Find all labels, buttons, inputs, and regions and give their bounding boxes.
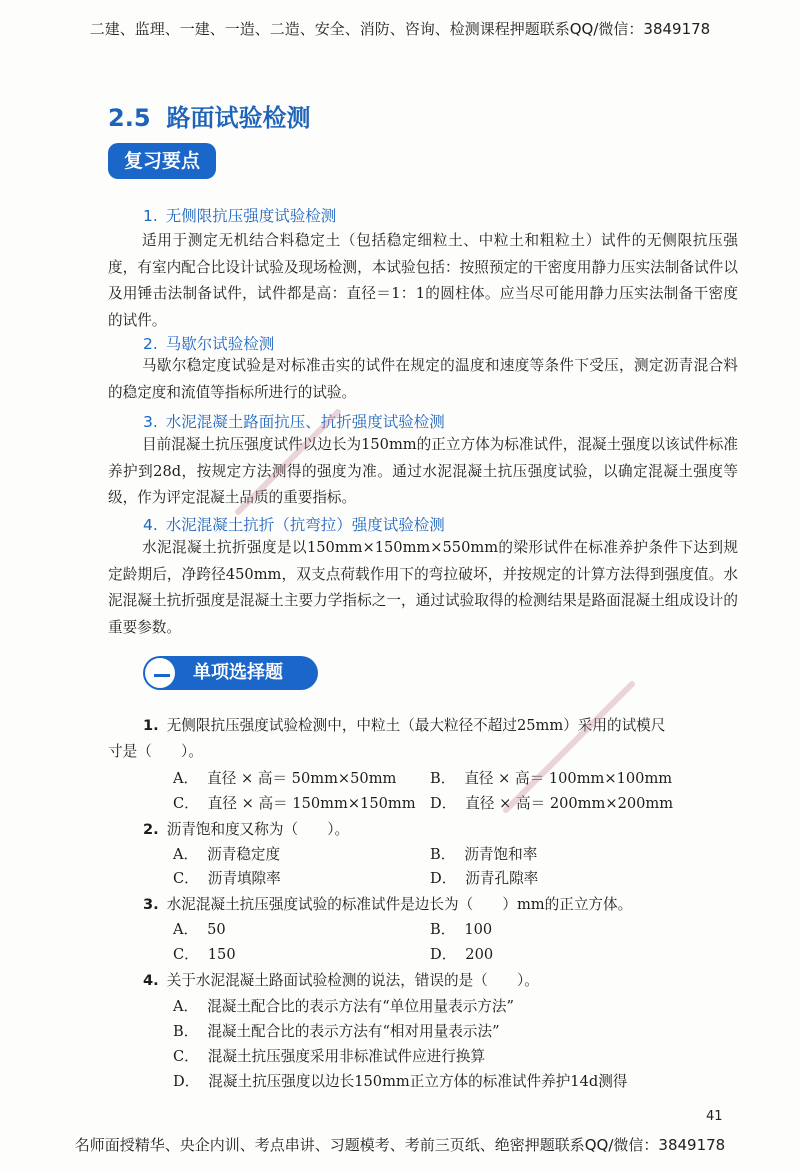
question-text: 沥青饱和度又称为（ ）。	[166, 821, 350, 838]
watermark-stamp	[238, 412, 632, 810]
option-a: A． 混凝土配合比的表示方法有“单位用量表示方法”	[173, 998, 514, 1015]
review-points-badge: 复习要点	[108, 143, 216, 179]
question-number: 4.	[143, 972, 159, 989]
option-d: D． 直径 × 高＝ 200mm×200mm	[430, 795, 674, 812]
single-choice-title: 单项选择题	[193, 662, 283, 683]
question-number: 3.	[143, 896, 159, 913]
question-number: 2.	[143, 821, 159, 838]
topic-number: 3.	[143, 413, 158, 431]
topic-paragraph: 马歇尔稳定度试验是对标准击实的试件在规定的温度和速度等条件下受压，测定沥青混合料的稳定度和流值等指标所进行的试验。	[108, 357, 738, 401]
option-a: A． 50	[173, 921, 226, 938]
topic-paragraph: 适用于测定无机结合料稳定土（包括稳定细粒土、中粒土和粗粒土）试件的无侧限抗压强度，有室内配合比设计试验及现场检测，本试验包括：按照预定的干密度用静力压实法制备试件以及用锤击法制备试件，试件都是高：直径＝1：1的圆柱体。应当尽可能用静力压实法制备干密度的试件。	[108, 232, 738, 329]
option-d: D． 混凝土抗压强度以边长150mm正立方体的标准试件养护14d测得	[173, 1073, 628, 1090]
topic-paragraph: 目前混凝土抗压强度试件以边长为150mm的正立方体为标准试件，混凝土强度以该试件标准养护到28d，按规定方法测得的强度为准。通过水泥混凝土抗压强度试验，以确定混凝土强度等级，作为评定混凝土品质的重要指标。	[108, 436, 738, 506]
topic-title: 无侧限抗压强度试验检测	[165, 207, 337, 225]
question-text: 关于水泥混凝土路面试验检测的说法，错误的是（ ）。	[166, 972, 539, 989]
page-number: 41	[706, 1109, 723, 1124]
option-c: C． 直径 × 高＝ 150mm×150mm	[173, 795, 416, 812]
topic-title: 马歇尔试验检测	[165, 335, 275, 353]
question-text: 水泥混凝土抗压强度试验的标准试件是边长为（ ）mm的正立方体。	[166, 896, 633, 913]
option-b: B． 混凝土配合比的表示方法有“相对用量表示法”	[173, 1023, 500, 1040]
topic-number: 2.	[143, 335, 158, 353]
topic-number: 1.	[143, 207, 158, 225]
option-a: A． 沥青稳定度	[173, 846, 281, 863]
topic-number: 4.	[143, 516, 158, 534]
topic-title: 水泥混凝土路面抗压、抗折强度试验检测	[165, 413, 445, 431]
option-c: C． 150	[173, 946, 236, 963]
option-c: C． 混凝土抗压强度采用非标准试件应进行换算	[173, 1048, 486, 1065]
section-title-text: 路面试验检测	[166, 104, 311, 132]
topic-paragraph: 水泥混凝土抗折强度是以150mm×150mm×550mm的梁形试件在标准养护条件下达到规定龄期后，净跨径450mm，双支点荷载作用下的弯拉破坏，并按规定的计算方法得到强度值。水泥混凝土抗折强度是混凝土主要力学指标之一，通过试验取得的检测结果是路面混凝土组成设计的重要参数。	[108, 539, 738, 636]
option-a: A． 直径 × 高＝ 50mm×50mm	[173, 770, 397, 787]
option-d: D． 200	[430, 946, 494, 963]
topic-title: 水泥混凝土抗折（抗弯拉）强度试验检测	[165, 516, 445, 534]
option-b: B． 直径 × 高＝ 100mm×100mm	[430, 770, 673, 787]
question-text: 无侧限抗压强度试验检测中，中粒土（最大粒径不超过25mm）采用的试模尺	[166, 717, 666, 734]
option-c: C． 沥青填隙率	[173, 870, 281, 887]
section-number: 2.5	[108, 104, 151, 132]
header-banner: 二建、监理、一建、一造、二造、安全、消防、咨询、检测课程押题联系QQ/微信：3849178	[89, 20, 711, 38]
question-text-cont: 寸是（ ）。	[108, 743, 203, 760]
option-b: B． 100	[430, 921, 493, 938]
question-number: 1.	[143, 717, 159, 734]
option-b: B． 沥青饱和率	[430, 846, 538, 863]
footer-banner: 名师面授精华、央企内训、考点串讲、习题模考、考前三页纸、绝密押题联系QQ/微信：3849178	[74, 1136, 726, 1154]
option-d: D． 沥青孔隙率	[430, 870, 539, 887]
